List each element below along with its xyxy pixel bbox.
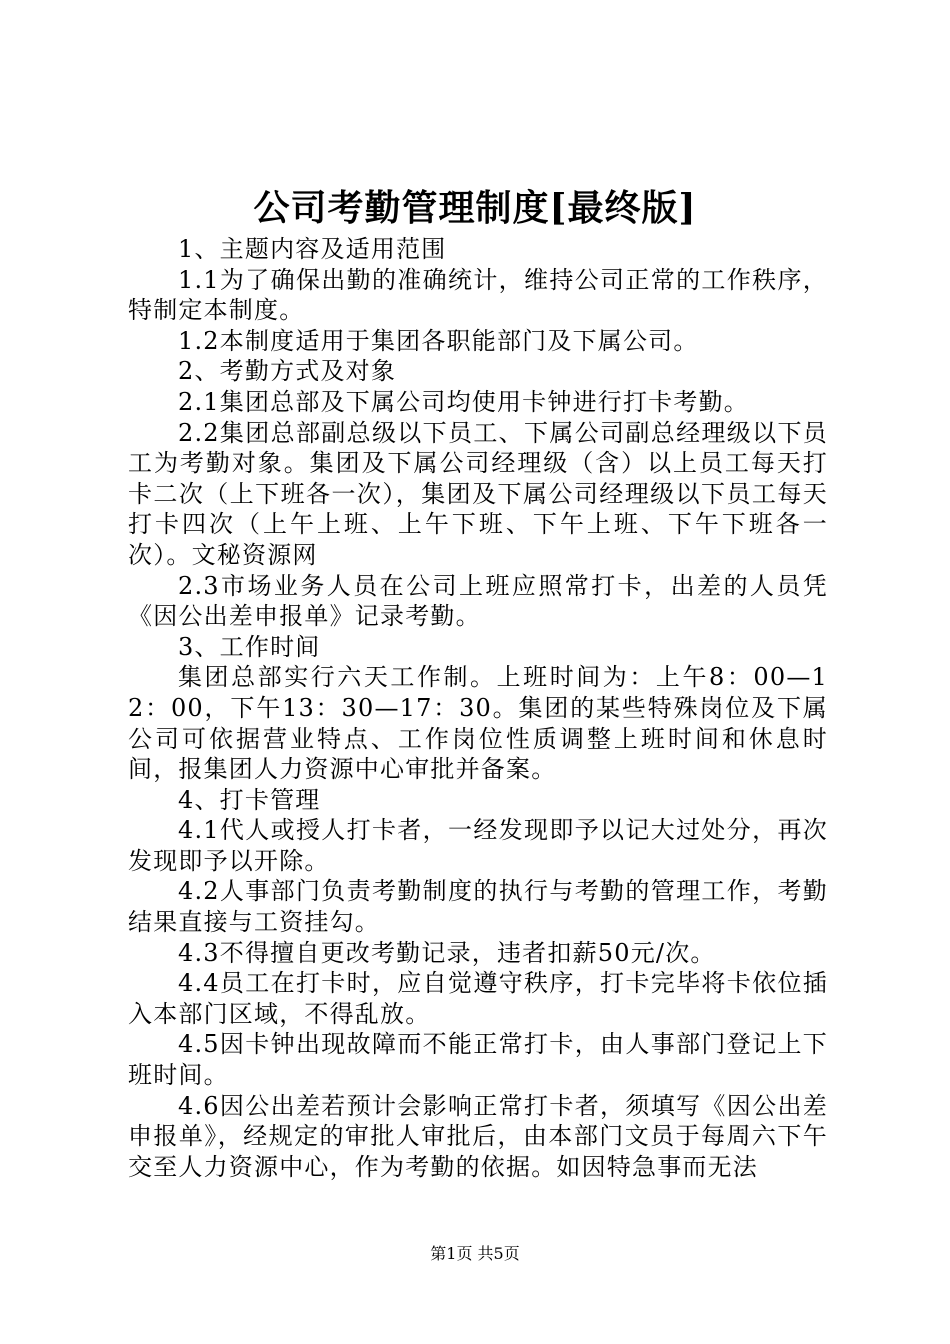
document-body xyxy=(128,234,828,1182)
paragraph-2-2: 2.2集团总部副总级以下员工、下属公司副总经理级以下员工为考勤对象。集团及下属公司经理级（含）以上员工每天打卡二次（上下班各一次），集团及下属公司经理级以下员工每天打卡四次（上午上班、上午下班、下午上班、下午下班各一次）。文秘资源网 xyxy=(128,418,828,569)
paragraph-section-1-heading: 1、主题内容及适用范围 xyxy=(178,235,447,263)
paragraph-1-1: 1.1为了确保出勤的准确统计，维持公司正常的工作秩序，特制定本制度。 xyxy=(128,265,828,325)
paragraph-1-2: 1.2本制度适用于集团各职能部门及下属公司。 xyxy=(178,326,699,355)
paragraph-section-4-heading: 4、打卡管理 xyxy=(178,785,321,814)
paragraph-4-3: 4.3不得擅自更改考勤记录，违者扣薪50元/次。 xyxy=(178,938,716,967)
paragraph-3-body: 集团总部实行六天工作制。上班时间为：上午8：00—12：00，下午13：30—17：30。集团的某些特殊岗位及下属公司可依据营业特点、工作岗位性质调整上班时间和休息时间，报集团人力资源中心审批并备案。 xyxy=(128,663,828,784)
paragraph-4-5: 4.5因卡钟出现故障而不能正常打卡，由人事部门登记上下班时间。 xyxy=(128,1030,828,1090)
page-footer: 第1页 共5页 xyxy=(430,1244,520,1263)
document-title: 公司考勤管理制度[最终版] xyxy=(253,187,697,229)
paragraph-section-3-heading: 3、工作时间 xyxy=(178,632,321,661)
paragraph-4-6: 4.6因公出差若预计会影响正常打卡者，须填写《因公出差申报单》，经规定的审批人审批后，由本部门文员于每周六下午交至人力资源中心，作为考勤的依据。如因特急事而无法 xyxy=(128,1091,828,1181)
paragraph-4-4: 4.4员工在打卡时，应自觉遵守秩序，打卡完毕将卡依位插入本部门区域，不得乱放。 xyxy=(128,969,828,1028)
paragraph-section-2-heading: 2、考勤方式及对象 xyxy=(178,357,397,386)
paragraph-4-1: 4.1代人或授人打卡者，一经发现即予以记大过处分，再次发现即予以开除。 xyxy=(128,816,828,875)
paragraph-4-2: 4.2人事部门负责考勤制度的执行与考勤的管理工作，考勤结果直接与工资挂勾。 xyxy=(128,877,828,937)
paragraph-2-1: 2.1集团总部及下属公司均使用卡钟进行打卡考勤。 xyxy=(178,387,749,416)
paragraph-2-3: 2.3市场业务人员在公司上班应照常打卡，出差的人员凭《因公出差申报单》记录考勤。 xyxy=(128,571,828,631)
